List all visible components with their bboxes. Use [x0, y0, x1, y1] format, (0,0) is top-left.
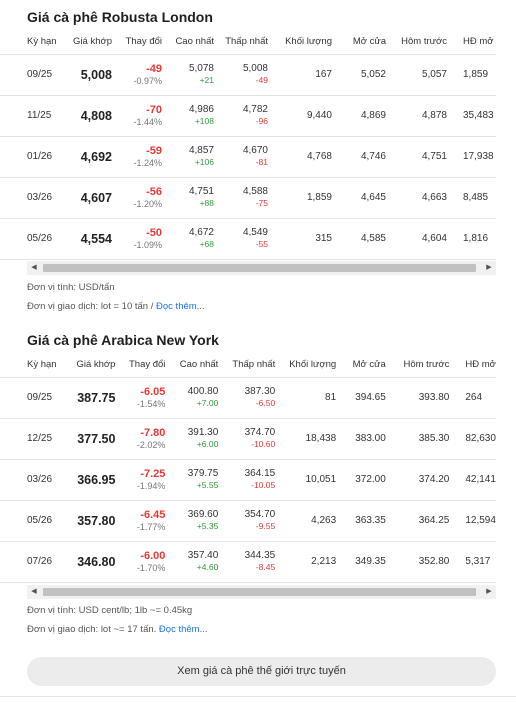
- scroll-left-icon[interactable]: ◀: [31, 588, 37, 595]
- prev-cell: 4,751: [390, 136, 451, 177]
- term-cell: 11/25: [0, 95, 60, 136]
- price-cell: [60, 136, 116, 177]
- change-value: -49: [146, 62, 162, 75]
- robusta-read-more-link[interactable]: Đọc thêm...: [156, 301, 205, 312]
- price-value: 346.80: [77, 554, 116, 569]
- col-header-open: Mở cửa: [336, 30, 390, 54]
- prev-cell: 364.25: [390, 500, 454, 541]
- change-value: -70: [146, 103, 162, 116]
- robusta-scrollbar[interactable]: [27, 261, 496, 275]
- bottom-divider: [0, 696, 516, 697]
- term-cell: 01/26: [0, 136, 60, 177]
- high-cell: [169, 541, 222, 582]
- high-value: 4,857: [188, 145, 214, 156]
- low-cell: [222, 541, 279, 582]
- high-cell: [166, 136, 218, 177]
- high-value: 391.30: [187, 427, 219, 438]
- change-percent: -1.77%: [136, 521, 166, 532]
- low-cell: [218, 218, 272, 259]
- low-value: 344.35: [244, 550, 276, 561]
- col-header-low: Thấp nhất: [218, 30, 272, 54]
- open-cell: 4,645: [336, 177, 390, 218]
- robusta-lot-note: [27, 301, 205, 312]
- term-cell: 05/26: [0, 500, 57, 541]
- open-cell: 4,585: [336, 218, 390, 259]
- col-header-volume: Khối lượng: [272, 30, 336, 54]
- low-cell: [218, 136, 272, 177]
- change-percent: -1.44%: [133, 116, 162, 127]
- high-change: +5.35: [196, 521, 219, 531]
- change-percent: -0.97%: [133, 75, 162, 86]
- low-change: -49: [255, 75, 268, 85]
- low-cell: [222, 500, 279, 541]
- col-header-low: Thấp nhất: [222, 353, 279, 377]
- col-header-open-interest: HĐ mở: [451, 30, 496, 54]
- price-cell: [57, 459, 120, 500]
- arabica-title: Giá cà phê Arabica New York: [27, 332, 219, 348]
- change-percent: -2.02%: [136, 439, 166, 450]
- change-cell: [116, 54, 166, 95]
- low-value: 374.70: [244, 427, 276, 438]
- price-cell: [60, 218, 116, 259]
- price-cell: [57, 377, 120, 418]
- robusta-table: [0, 30, 496, 260]
- low-value: 364.15: [244, 468, 276, 479]
- low-change: -96: [255, 116, 268, 126]
- high-cell: [166, 54, 218, 95]
- robusta-lot-text: Đơn vị giao dịch: lot = 10 tấn /: [27, 301, 157, 312]
- table-row: [0, 459, 496, 500]
- price-cell: [60, 54, 116, 95]
- price-value: 5,008: [80, 67, 112, 82]
- high-value: 4,751: [188, 186, 214, 197]
- low-cell: [222, 459, 279, 500]
- low-cell: [218, 54, 272, 95]
- view-world-coffee-prices-button[interactable]: Xem giá cà phê thế giới trực tuyến: [27, 657, 496, 686]
- col-header-prev: Hôm trước: [390, 30, 451, 54]
- change-value: -7.80: [140, 426, 166, 439]
- high-change: +108: [194, 116, 214, 126]
- col-header-open-interest: HĐ mở: [453, 353, 496, 377]
- table-row: [0, 177, 496, 218]
- price-value: 4,607: [80, 190, 112, 205]
- volume-cell: 10,051: [279, 459, 340, 500]
- col-header-price: Giá khớp: [57, 353, 120, 377]
- col-header-change: Thay đổi: [119, 353, 169, 377]
- high-cell: [166, 177, 218, 218]
- term-cell: 09/25: [0, 377, 57, 418]
- volume-cell: 2,213: [279, 541, 340, 582]
- term-cell: 12/25: [0, 418, 57, 459]
- change-percent: -1.24%: [133, 157, 162, 168]
- volume-cell: 4,768: [272, 136, 336, 177]
- table-row: [0, 136, 496, 177]
- col-header-open: Mở cửa: [340, 353, 390, 377]
- price-value: 4,554: [80, 231, 112, 246]
- low-change: -81: [255, 157, 268, 167]
- high-cell: [166, 218, 218, 259]
- open-interest-cell: 1,816: [451, 218, 496, 259]
- open-interest-cell: 17,938: [451, 136, 496, 177]
- open-cell: 5,052: [336, 54, 390, 95]
- low-change: -8.45: [255, 562, 276, 572]
- change-percent: -1.70%: [136, 562, 166, 573]
- table-row: [0, 377, 496, 418]
- change-cell: [116, 177, 166, 218]
- col-header-term: Kỳ hạn: [0, 353, 57, 377]
- volume-cell: 18,438: [279, 418, 340, 459]
- change-percent: -1.20%: [133, 198, 162, 209]
- high-change: +88: [199, 198, 214, 208]
- low-value: 354.70: [244, 509, 276, 520]
- arabica-lot-text: Đơn vị giao dịch: lot ~= 17 tấn.: [27, 624, 159, 635]
- price-cell: [57, 500, 120, 541]
- low-change: -9.55: [255, 521, 276, 531]
- low-value: 4,588: [242, 186, 268, 197]
- price-value: 4,692: [80, 149, 112, 164]
- open-interest-cell: 5,317: [453, 541, 496, 582]
- change-cell: [116, 218, 166, 259]
- high-change: +68: [199, 239, 214, 249]
- low-change: -10.60: [251, 439, 276, 449]
- prev-cell: 374.20: [390, 459, 454, 500]
- open-interest-cell: 12,594: [453, 500, 496, 541]
- high-change: +5.55: [196, 480, 219, 490]
- table-row: [0, 500, 496, 541]
- prev-cell: 4,663: [390, 177, 451, 218]
- change-value: -56: [146, 185, 162, 198]
- open-cell: 349.35: [340, 541, 390, 582]
- change-cell: [119, 500, 169, 541]
- high-cell: [166, 95, 218, 136]
- open-cell: 383.00: [340, 418, 390, 459]
- open-cell: 394.65: [340, 377, 390, 418]
- low-change: -75: [255, 198, 268, 208]
- arabica-table-container[interactable]: [0, 353, 496, 583]
- robusta-unit-note: Đơn vị tính: USD/tấn: [27, 282, 115, 293]
- open-cell: 4,746: [336, 136, 390, 177]
- arabica-header-row: [0, 353, 496, 377]
- price-cell: [60, 177, 116, 218]
- col-header-high: Cao nhất: [169, 353, 222, 377]
- arabica-table: [0, 353, 496, 583]
- low-cell: [222, 377, 279, 418]
- low-cell: [218, 95, 272, 136]
- price-value: 377.50: [77, 431, 116, 446]
- high-change: +6.00: [196, 439, 219, 449]
- price-value: 4,808: [80, 108, 112, 123]
- price-cell: [60, 95, 116, 136]
- arabica-unit-note: Đơn vị tính: USD cent/lb; 1lb ~= 0.45kg: [27, 605, 193, 616]
- open-interest-cell: 82,630: [453, 418, 496, 459]
- change-cell: [119, 459, 169, 500]
- term-cell: 09/25: [0, 54, 60, 95]
- prev-cell: 385.30: [390, 418, 454, 459]
- low-change: -55: [255, 239, 268, 249]
- table-row: [0, 541, 496, 582]
- arabica-scrollbar[interactable]: [27, 585, 496, 599]
- scrollbar-thumb[interactable]: [43, 264, 476, 272]
- low-change: -6.50: [255, 398, 276, 408]
- robusta-table-container[interactable]: [0, 30, 496, 260]
- change-value: -6.45: [140, 508, 166, 521]
- volume-cell: 1,859: [272, 177, 336, 218]
- change-cell: [116, 136, 166, 177]
- price-value: 387.75: [77, 390, 116, 405]
- high-change: +7.00: [196, 398, 219, 408]
- col-header-change: Thay đổi: [116, 30, 166, 54]
- high-cell: [169, 500, 222, 541]
- open-interest-cell: 35,483: [451, 95, 496, 136]
- high-change: +4.60: [196, 562, 219, 572]
- prev-cell: 352.80: [390, 541, 454, 582]
- change-percent: -1.94%: [136, 480, 166, 491]
- change-value: -59: [146, 144, 162, 157]
- high-cell: [169, 377, 222, 418]
- col-header-term: Kỳ hạn: [0, 30, 60, 54]
- volume-cell: 167: [272, 54, 336, 95]
- open-cell: 4,869: [336, 95, 390, 136]
- robusta-header-row: [0, 30, 496, 54]
- change-value: -7.25: [140, 467, 166, 480]
- change-cell: [119, 377, 169, 418]
- change-cell: [116, 95, 166, 136]
- open-interest-cell: 42,141: [453, 459, 496, 500]
- high-value: 4,672: [188, 227, 214, 238]
- low-value: 4,549: [242, 227, 268, 238]
- open-cell: 372.00: [340, 459, 390, 500]
- volume-cell: 9,440: [272, 95, 336, 136]
- term-cell: 07/26: [0, 541, 57, 582]
- scroll-right-icon[interactable]: ▶: [486, 264, 492, 271]
- open-interest-cell: 1,859: [451, 54, 496, 95]
- high-cell: [169, 459, 222, 500]
- table-row: [0, 54, 496, 95]
- change-value: -50: [146, 226, 162, 239]
- volume-cell: 315: [272, 218, 336, 259]
- col-header-volume: Khối lượng: [279, 353, 340, 377]
- term-cell: 05/26: [0, 218, 60, 259]
- volume-cell: 81: [279, 377, 340, 418]
- term-cell: 03/26: [0, 177, 60, 218]
- change-percent: -1.54%: [136, 398, 166, 409]
- high-change: +21: [199, 75, 214, 85]
- high-value: 357.40: [187, 550, 219, 561]
- low-cell: [222, 418, 279, 459]
- col-header-high: Cao nhất: [166, 30, 218, 54]
- table-row: [0, 218, 496, 259]
- high-value: 4,986: [188, 104, 214, 115]
- open-cell: 363.35: [340, 500, 390, 541]
- low-value: 4,782: [242, 104, 268, 115]
- scroll-left-icon[interactable]: ◀: [31, 264, 37, 271]
- low-value: 387.30: [244, 386, 276, 397]
- scroll-right-icon[interactable]: ▶: [486, 588, 492, 595]
- high-cell: [169, 418, 222, 459]
- term-cell: 03/26: [0, 459, 57, 500]
- low-value: 5,008: [242, 63, 268, 74]
- open-interest-cell: 8,485: [451, 177, 496, 218]
- prev-cell: 4,604: [390, 218, 451, 259]
- change-percent: -1.09%: [133, 239, 162, 250]
- change-value: -6.00: [140, 549, 166, 562]
- open-interest-cell: 264: [453, 377, 496, 418]
- change-value: -6.05: [140, 385, 166, 398]
- col-header-prev: Hôm trước: [390, 353, 454, 377]
- prev-cell: 393.80: [390, 377, 454, 418]
- price-value: 357.80: [77, 513, 116, 528]
- prev-cell: 5,057: [390, 54, 451, 95]
- arabica-lot-note: [27, 624, 208, 635]
- high-value: 379.75: [187, 468, 219, 479]
- arabica-read-more-link[interactable]: Đọc thêm...: [158, 624, 208, 635]
- scrollbar-thumb[interactable]: [43, 588, 476, 596]
- change-cell: [119, 418, 169, 459]
- price-value: 366.95: [77, 472, 116, 487]
- low-change: -10.05: [251, 480, 276, 490]
- high-value: 400.80: [187, 386, 219, 397]
- high-value: 5,078: [188, 63, 214, 74]
- low-value: 4,670: [242, 145, 268, 156]
- table-row: [0, 95, 496, 136]
- robusta-title: Giá cà phê Robusta London: [27, 9, 213, 25]
- high-value: 369.60: [187, 509, 219, 520]
- table-row: [0, 418, 496, 459]
- col-header-price: Giá khớp: [60, 30, 116, 54]
- high-change: +106: [194, 157, 214, 167]
- volume-cell: 4,263: [279, 500, 340, 541]
- low-cell: [218, 177, 272, 218]
- change-cell: [119, 541, 169, 582]
- price-cell: [57, 418, 120, 459]
- prev-cell: 4,878: [390, 95, 451, 136]
- price-cell: [57, 541, 120, 582]
